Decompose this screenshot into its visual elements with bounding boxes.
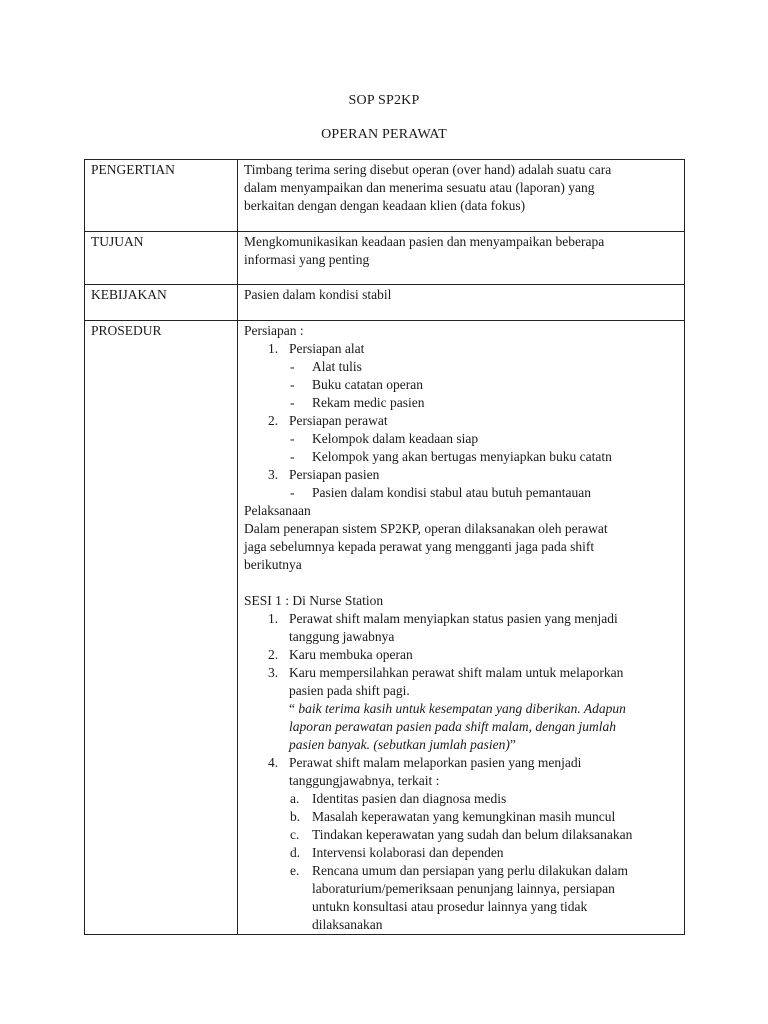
text-line: berkaitan dengan dengan keadaan klien (data fokus) [244, 198, 526, 213]
row-pengertian [85, 160, 685, 232]
sub-item-text: Kelompok yang akan bertugas menyiapkan buku catatn [312, 449, 612, 464]
sub-item [244, 358, 679, 376]
list-item-text: Persiapan pasien [289, 467, 380, 482]
list-number: 3. [268, 665, 279, 680]
letter-marker: d. [290, 845, 301, 860]
spacer [244, 574, 679, 592]
list-item [244, 466, 679, 484]
list-item-text: Perawat shift malam melaporkan pasien yang menjadi [289, 755, 582, 770]
letter-marker: e. [290, 863, 300, 878]
list-item-text: Karu membuka operan [289, 647, 413, 662]
list-item [244, 646, 679, 664]
list-item-text: Persiapan perawat [289, 413, 388, 428]
sub-item-text: Buku catatan operan [312, 377, 423, 392]
lettered-item-text: Rencana umum dan persiapan yang perlu dilakukan dalam [312, 863, 629, 878]
lettered-item [244, 862, 679, 880]
label-kebijakan: KEBIJAKAN [85, 285, 238, 321]
lettered-item-text: Identitas pasien dan diagnosa medis [312, 791, 507, 806]
list-item [244, 340, 679, 358]
list-item-text: Perawat shift malam menyiapkan status pasien yang menjadi [289, 611, 618, 626]
text-line: jaga sebelumnya kepada perawat yang mengganti jaga pada shift [244, 539, 595, 554]
lettered-item [244, 790, 679, 808]
list-item-continuation: tanggung jawabnya [289, 629, 395, 644]
quote-text: pasien banyak. (sebutkan jumlah pasien) [289, 737, 510, 752]
row-tujuan [85, 232, 685, 285]
lettered-item [244, 808, 679, 826]
list-number: 2. [268, 413, 279, 428]
list-item [244, 610, 679, 628]
row-prosedur [85, 321, 685, 935]
sesi-heading: SESI 1 : Di Nurse Station [244, 593, 384, 608]
text-line: Timbang terima sering disebut operan (over hand) adalah suatu cara [244, 162, 612, 177]
list-item-continuation: tanggungjawabnya, terkait : [289, 773, 440, 788]
document-title: SOP SP2KP [348, 93, 420, 108]
lettered-item-text: Masalah keperawatan yang kemungkinan masih muncul [312, 809, 616, 824]
quote-text: baik terima kasih untuk kesempatan yang diberikan. Adapun [298, 701, 626, 716]
sub-item-text: Rekam medic pasien [312, 395, 425, 410]
sop-table [84, 159, 685, 935]
sub-item-text: Alat tulis [312, 359, 362, 374]
list-number: 3. [268, 467, 279, 482]
list-item [244, 412, 679, 430]
text-line: informasi yang penting [244, 252, 370, 267]
quote-line [244, 700, 679, 718]
list-item-text: Persiapan alat [289, 341, 365, 356]
content-pengertian [238, 160, 685, 232]
dash-bullet: - [290, 431, 295, 446]
text-line: berikutnya [244, 557, 302, 572]
label-tujuan: TUJUAN [85, 232, 238, 285]
sub-item [244, 394, 679, 412]
sub-item [244, 484, 679, 502]
text-line: Pasien dalam kondisi stabil [244, 287, 392, 302]
list-number: 1. [268, 341, 279, 356]
lettered-item-continuation: untukn konsultasi atau prosedur lainnya yang tidak [312, 899, 588, 914]
letter-marker: b. [290, 809, 301, 824]
quote-line: laporan perawatan pasien pada shift malam, dengan jumlah [289, 719, 616, 734]
lettered-item-text: Tindakan keperawatan yang sudah dan belum dilaksanakan [312, 827, 633, 842]
dash-bullet: - [290, 485, 295, 500]
sub-item [244, 448, 679, 466]
sub-item-text: Pasien dalam kondisi stabul atau butuh pemantauan [312, 485, 591, 500]
dash-bullet: - [290, 359, 295, 374]
lettered-item [244, 826, 679, 844]
list-item [244, 754, 679, 772]
text-line: Mengkomunikasikan keadaan pasien dan menyampaikan beberapa [244, 234, 605, 249]
document-subtitle: OPERAN PERAWAT [321, 127, 447, 142]
letter-marker: a. [290, 791, 300, 806]
sub-item-text: Kelompok dalam keadaan siap [312, 431, 479, 446]
list-number: 2. [268, 647, 279, 662]
sub-item [244, 376, 679, 394]
list-item-continuation: pasien pada shift pagi. [289, 683, 410, 698]
text-line: dalam menyampaikan dan menerima sesuatu atau (laporan) yang [244, 180, 595, 195]
dash-bullet: - [290, 395, 295, 410]
pelaksanaan-heading: Pelaksanaan [244, 503, 311, 518]
text-line: Dalam penerapan sistem SP2KP, operan dilaksanakan oleh perawat [244, 521, 608, 536]
content-prosedur [238, 321, 685, 935]
lettered-item-continuation: dilaksanakan [312, 917, 383, 932]
letter-marker: c. [290, 827, 300, 842]
list-item [244, 664, 679, 682]
quote-open-mark: “ [289, 701, 299, 716]
lettered-item-continuation: laboraturium/pemeriksaan penunjang lainnya, persiapan [312, 881, 615, 896]
list-number: 4. [268, 755, 279, 770]
row-kebijakan [85, 285, 685, 321]
lettered-item [244, 844, 679, 862]
content-tujuan [238, 232, 685, 285]
content-kebijakan [238, 285, 685, 321]
label-pengertian: PENGERTIAN [85, 160, 238, 232]
list-number: 1. [268, 611, 279, 626]
dash-bullet: - [290, 449, 295, 464]
dash-bullet: - [290, 377, 295, 392]
quote-line [244, 736, 679, 754]
lettered-item-text: Intervensi kolaborasi dan dependen [312, 845, 504, 860]
sub-item [244, 430, 679, 448]
label-prosedur: PROSEDUR [85, 321, 238, 935]
quote-close-mark: ” [509, 737, 516, 752]
list-item-text: Karu mempersilahkan perawat shift malam untuk melaporkan [289, 665, 624, 680]
persiapan-heading: Persiapan : [244, 323, 304, 338]
